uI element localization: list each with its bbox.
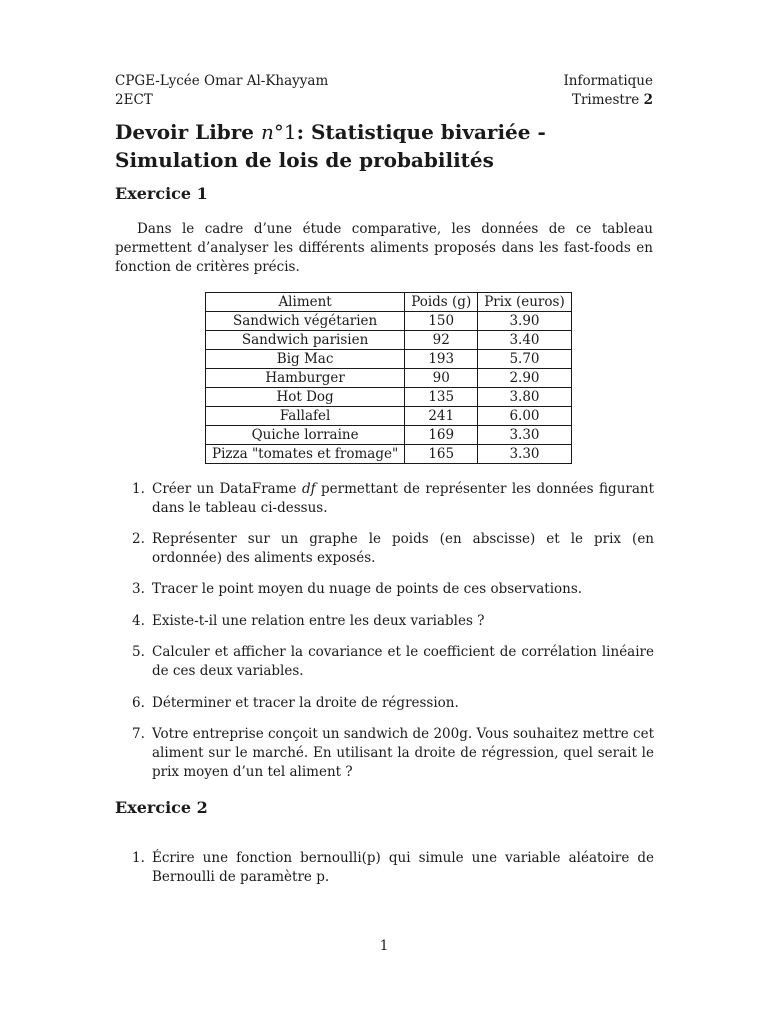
cell-prix: 3.30 <box>478 426 572 445</box>
question-1-3 <box>132 580 654 599</box>
table-row <box>206 407 572 426</box>
cell-aliment: Quiche lorraine <box>206 426 405 445</box>
cell-poids: 135 <box>405 388 478 407</box>
table-row <box>206 312 572 331</box>
question-number: 1. <box>132 481 145 497</box>
cell-poids: 150 <box>405 312 478 331</box>
question-text: Calculer et afficher la covariance et le coefficient de corrélation linéaire de ces deux variables. <box>152 644 654 679</box>
subject: Informatique <box>563 73 653 89</box>
cell-aliment: Sandwich végétarien <box>206 312 405 331</box>
title-n: n <box>261 120 274 144</box>
question-1-1 <box>132 480 654 518</box>
table-header-row <box>206 293 572 312</box>
col-header-prix: Prix (euros) <box>478 293 572 312</box>
cell-prix: 3.80 <box>478 388 572 407</box>
food-data-table <box>205 292 572 464</box>
term-label: Trimestre <box>571 92 644 108</box>
title-prefix: Devoir Libre <box>115 120 261 144</box>
question-number: 3. <box>132 581 145 597</box>
cell-poids: 193 <box>405 350 478 369</box>
question-number: 5. <box>132 644 145 660</box>
page-title <box>115 118 655 174</box>
term-number: 2 <box>643 92 653 108</box>
cell-aliment: Sandwich parisien <box>206 331 405 350</box>
question-1-5 <box>132 643 654 681</box>
cell-poids: 90 <box>405 369 478 388</box>
cell-poids: 241 <box>405 407 478 426</box>
exercice-2-heading: Exercice 2 <box>115 798 208 817</box>
cell-prix: 6.00 <box>478 407 572 426</box>
question-text-pre: Créer un DataFrame <box>152 481 302 497</box>
col-header-poids: Poids (g) <box>405 293 478 312</box>
cell-prix: 3.40 <box>478 331 572 350</box>
cell-prix: 5.70 <box>478 350 572 369</box>
cell-aliment: Hamburger <box>206 369 405 388</box>
question-1-4 <box>132 612 654 631</box>
cell-aliment: Big Mac <box>206 350 405 369</box>
question-text: Déterminer et tracer la droite de régression. <box>152 695 459 711</box>
question-text: Existe-t-il une relation entre les deux variables ? <box>152 613 485 629</box>
exercice-1-heading: Exercice 1 <box>115 184 208 203</box>
question-number: 4. <box>132 613 145 629</box>
question-number: 6. <box>132 695 145 711</box>
question-text-post: permettant de représenter les données figurant dans le tableau ci-dessus. <box>152 481 655 516</box>
question-text: Votre entreprise conçoit un sandwich de 200g. Vous souhaitez mettre cet aliment sur le marché. En utilisant la droite de régression, quel serait le prix moyen d’un tel aliment ? <box>152 726 654 780</box>
title-number: °1 <box>273 120 297 144</box>
table-row <box>206 426 572 445</box>
cell-aliment: Pizza "tomates et fromage" <box>206 445 405 464</box>
question-1-6 <box>132 694 654 713</box>
cell-prix: 3.30 <box>478 445 572 464</box>
cell-prix: 2.90 <box>478 369 572 388</box>
table-row <box>206 331 572 350</box>
question-1-7 <box>132 725 654 782</box>
table-row <box>206 388 572 407</box>
question-2-1 <box>132 849 654 887</box>
cell-poids: 169 <box>405 426 478 445</box>
question-text: Écrire une fonction bernoulli(p) qui simule une variable aléatoire de Bernoulli de paramètre p. <box>152 850 654 885</box>
question-text: Tracer le point moyen du nuage de points de ces observations. <box>152 581 583 597</box>
question-text: Représenter sur un graphe le poids (en abscisse) et le prix (en ordonnée) des aliments exposés. <box>152 531 654 566</box>
question-text <box>132 480 654 518</box>
class-name: 2ECT <box>115 92 153 108</box>
school-name: CPGE-Lycée Omar Al-Khayyam <box>115 73 329 89</box>
table-row <box>206 445 572 464</box>
question-1-2 <box>132 530 654 568</box>
question-text-em: df <box>301 481 316 497</box>
cell-prix: 3.90 <box>478 312 572 331</box>
table-row <box>206 369 572 388</box>
table-row <box>206 350 572 369</box>
cell-aliment: Fallafel <box>206 407 405 426</box>
title-suffix: : Statistique bivariée - Simulation de lois de probabilités <box>115 120 546 172</box>
question-number: 2. <box>132 531 145 547</box>
question-number: 1. <box>132 850 145 866</box>
term <box>572 91 653 109</box>
exercice-1-intro: Dans le cadre d’une étude comparative, les données de ce tableau permettent d’analyser les différents aliments proposés dans les fast-foods en fonction de critères précis. <box>115 221 653 275</box>
page-number: 1 <box>379 938 389 954</box>
col-header-aliment: Aliment <box>206 293 405 312</box>
cell-aliment: Hot Dog <box>206 388 405 407</box>
cell-poids: 165 <box>405 445 478 464</box>
cell-poids: 92 <box>405 331 478 350</box>
question-number: 7. <box>132 726 145 742</box>
table-body <box>206 312 572 464</box>
